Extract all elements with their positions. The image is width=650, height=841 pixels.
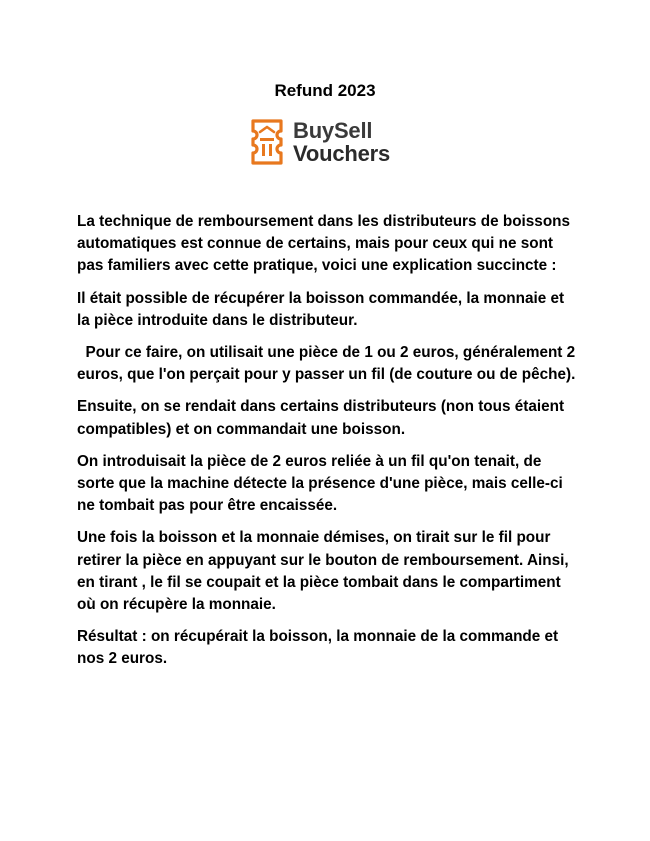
paragraph-insert-coin: On introduisait la pièce de 2 euros reliée à un fil qu'on tenait, de sorte que la machine détecte la présence d'une pièce, mais celle-ci ne tombait pas pour être encaissée. [77, 452, 563, 515]
paragraph-method: Pour ce faire, on utilisait une pièce de 1 ou 2 euros, généralement 2 euros, que l'on perçait pour y passer un fil (de couture ou de pêche). [77, 344, 580, 384]
logo-text-buysell: BuySell [293, 118, 373, 143]
ticket-icon [250, 118, 284, 166]
logo-wordmark [293, 119, 390, 165]
paragraph-possibility: Il était possible de récupérer la boisson commandée, la monnaie et la pièce introduite dans le distributeur. [77, 289, 565, 329]
paragraph-retrieve: Une fois la boisson et la monnaie démises, on tirait sur le fil pour retirer la pièce en appuyant sur le bouton de remboursement. Ainsi, en tirant , le fil se coupait et la pièce tombait dans le compartiment où on récupère la monnaie. [77, 529, 569, 614]
document-body [77, 211, 580, 681]
paragraph-next-step: Ensuite, on se rendait dans certains distributeurs (non tous étaient compatibles) et on commandait une boisson. [77, 398, 565, 438]
logo-text-vouchers: Vouchers [293, 141, 391, 166]
paragraph-intro: La technique de remboursement dans les distributeurs de boissons automatiques est connue de certains, mais pour ceux qui ne sont pas familiers avec cette pratique, voici une explication succincte : [77, 213, 571, 275]
brand-logo [250, 117, 390, 167]
document-title: Refund 2023 [274, 81, 376, 100]
paragraph-result: Résultat : on récupérait la boisson, la monnaie de la commande et nos 2 euros. [77, 628, 559, 668]
